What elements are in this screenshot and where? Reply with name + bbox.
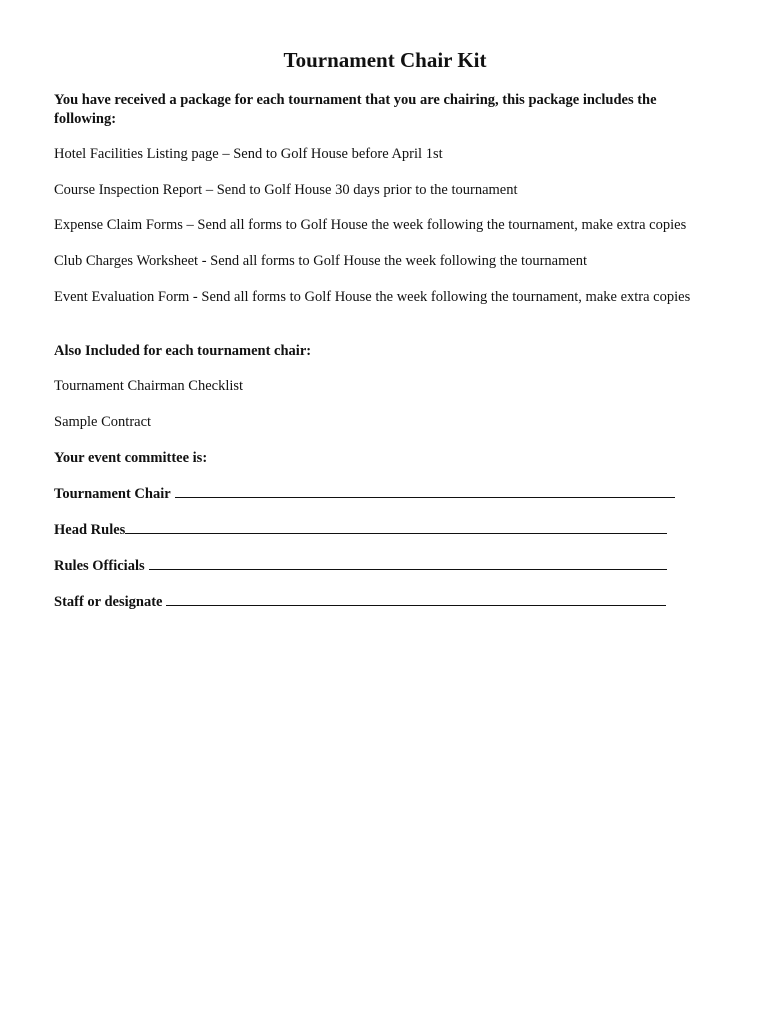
package-item-course-inspection: Course Inspection Report – Send to Golf House 30 days prior to the tournament: [54, 182, 518, 198]
tournament-chair-blank[interactable]: [175, 484, 675, 498]
intro-paragraph: You have received a package for each tournament that you are chairing, this package includes the following:: [54, 92, 657, 127]
also-included-item-checklist: Tournament Chairman Checklist: [54, 378, 244, 394]
document-title: Tournament Chair Kit: [283, 48, 487, 72]
field-label: Staff or designate: [54, 594, 163, 610]
package-item-hotel-facilities: Hotel Facilities Listing page – Send to Golf House before April 1st: [54, 146, 443, 162]
field-label: Tournament Chair: [54, 486, 171, 502]
field-staff-or-designate: [54, 592, 666, 612]
field-head-rules: [54, 520, 667, 540]
field-rules-officials: [54, 556, 667, 576]
field-label: Head Rules: [54, 522, 126, 538]
also-included-heading: Also Included for each tournament chair:: [54, 343, 312, 359]
package-item-expense-claim: Expense Claim Forms – Send all forms to Golf House the week following the tournament, make extra copies: [54, 217, 687, 233]
package-item-event-evaluation: Event Evaluation Form - Send all forms to Golf House the week following the tournament, make extra copies: [54, 289, 691, 305]
rules-officials-blank[interactable]: [149, 556, 667, 570]
committee-heading: Your event committee is:: [54, 450, 208, 466]
package-item-club-charges: Club Charges Worksheet - Send all forms to Golf House the week following the tournament: [54, 253, 588, 269]
field-label: Rules Officials: [54, 558, 145, 574]
head-rules-blank[interactable]: [125, 520, 667, 534]
also-included-item-contract: Sample Contract: [54, 414, 152, 430]
staff-or-designate-blank[interactable]: [166, 592, 666, 606]
field-tournament-chair: [54, 484, 675, 504]
